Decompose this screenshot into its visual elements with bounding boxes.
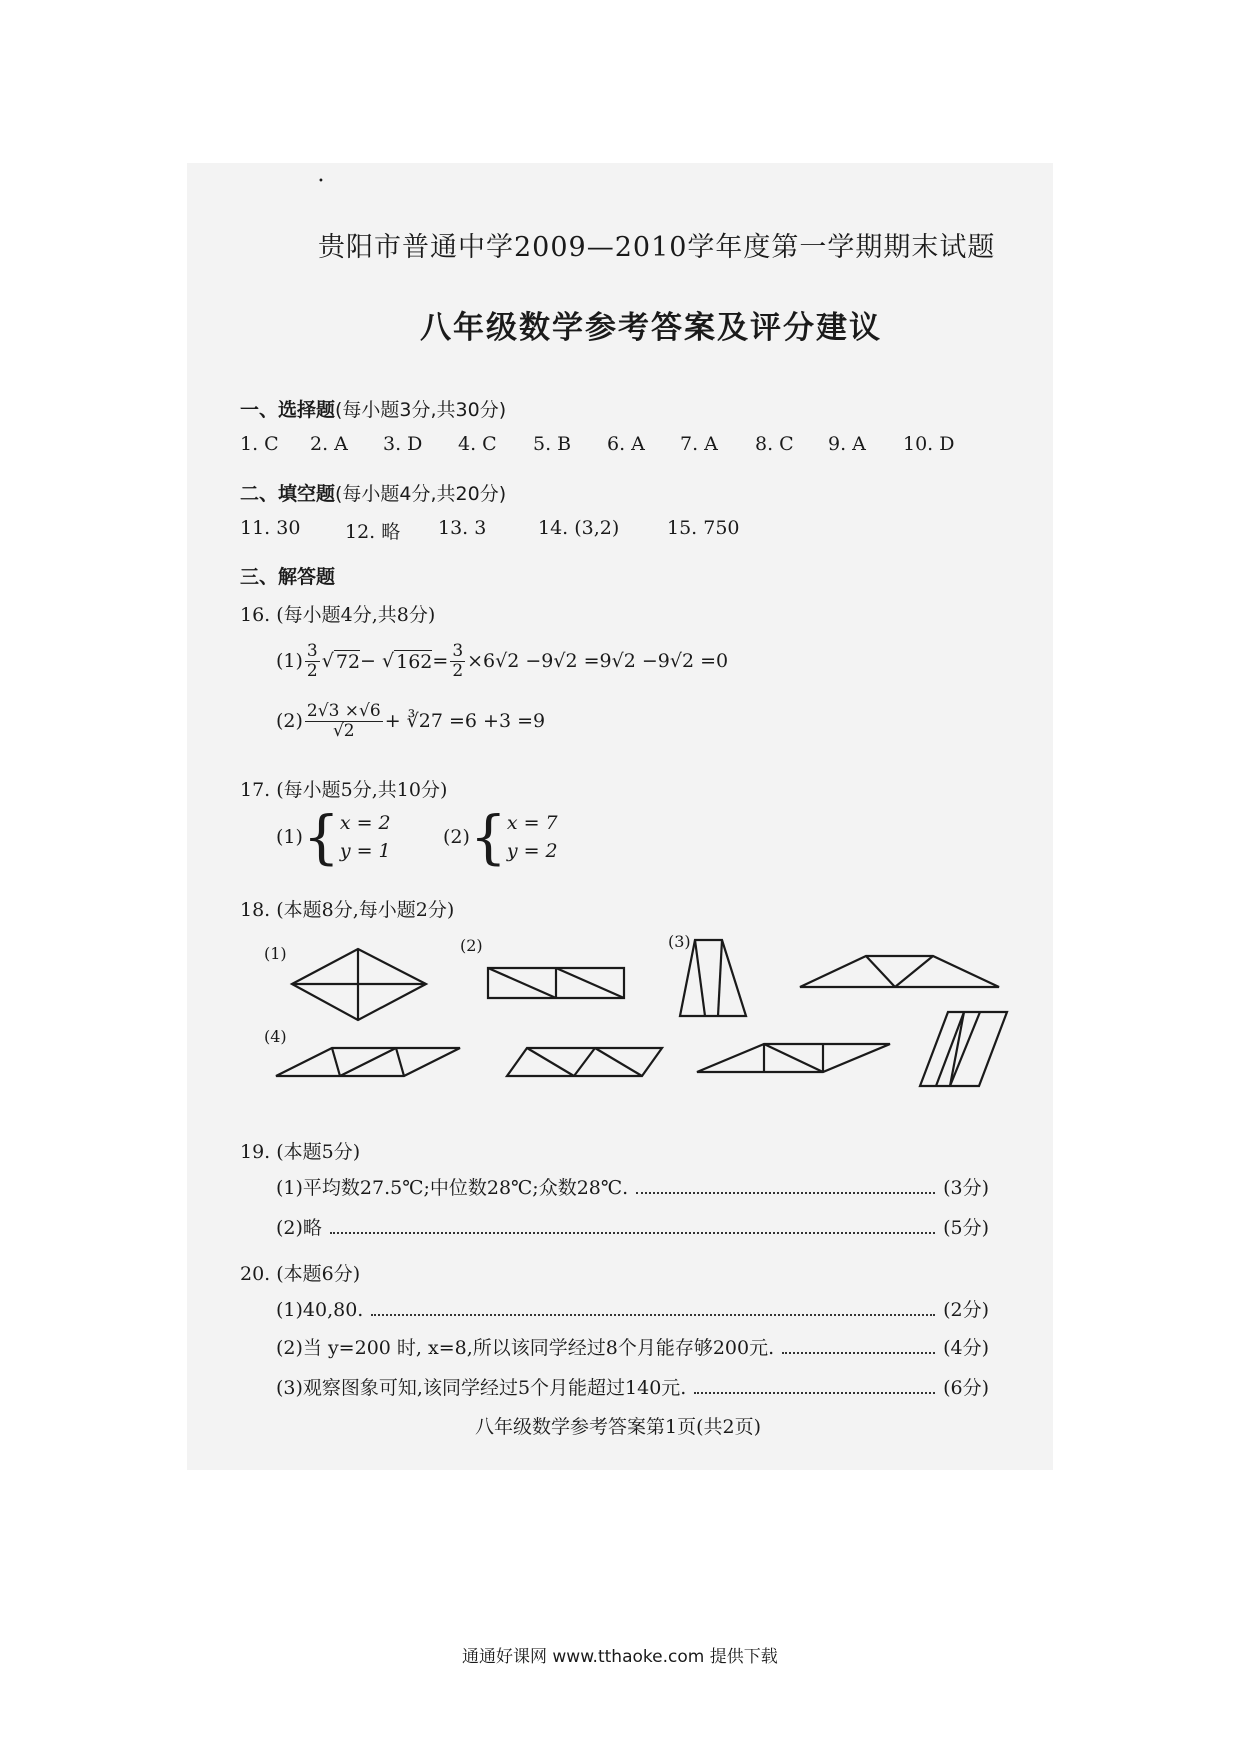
fig-label-1: (1) bbox=[264, 944, 287, 963]
page-footer: 八年级数学参考答案第1页(共2页) bbox=[475, 1416, 762, 1438]
fill-answer: 15. 750 bbox=[667, 517, 740, 539]
score: (2分) bbox=[943, 1299, 989, 1321]
equals: = bbox=[432, 650, 449, 673]
fig-label-2: (2) bbox=[460, 936, 483, 955]
sqrt-symbol: √ bbox=[321, 650, 334, 673]
q16-part2-rest: + ∛27 =6 +3 =9 bbox=[384, 710, 546, 733]
exam-title: 贵阳市普通中学2009—2010学年度第一学期期末试题 bbox=[318, 232, 996, 263]
frac-den: √2 bbox=[332, 720, 355, 741]
section-fill-note: (每小题4分,共20分) bbox=[335, 483, 507, 505]
section-solve-heading: 三、解答题 bbox=[240, 566, 336, 588]
leader-dots bbox=[636, 1191, 935, 1194]
choice-answer: 10. D bbox=[903, 433, 955, 455]
fill-answer: 12. 略 bbox=[345, 521, 401, 543]
q16-part2-label: (2) bbox=[276, 710, 303, 733]
choice-answer: 8. C bbox=[755, 433, 794, 455]
answer-text: (1)平均数27.5℃;中位数28℃;众数28℃. bbox=[276, 1177, 629, 1199]
minus-sqrt: − √ bbox=[360, 650, 395, 673]
q20-line-1 bbox=[276, 1295, 989, 1322]
scan-speck: • bbox=[318, 176, 324, 187]
frac-num: 3 bbox=[306, 641, 318, 661]
fill-answer: 14. (3,2) bbox=[538, 517, 620, 539]
rhombus-figure bbox=[292, 949, 426, 1020]
q19-line-2 bbox=[276, 1213, 989, 1240]
leader-dots bbox=[330, 1231, 935, 1234]
frac-num: 2√3 ×√6 bbox=[306, 701, 381, 721]
answer-text: (2)当 y=200 时, x=8,所以该同学经过8个月能存够200元. bbox=[276, 1337, 775, 1359]
frac-den: 2 bbox=[306, 660, 318, 681]
q17-title: 17. (每小题5分,共10分) bbox=[240, 779, 448, 801]
eq-x: x = 7 bbox=[506, 811, 558, 834]
q16-part1-label: (1) bbox=[276, 650, 303, 673]
choice-answer: 5. B bbox=[533, 433, 572, 455]
wide-triangle-figure bbox=[800, 956, 999, 987]
choice-answer: 4. C bbox=[458, 433, 497, 455]
answer-text: (3)观察图象可知,该同学经过5个月能超过140元. bbox=[276, 1377, 687, 1399]
choice-answer: 2. A bbox=[310, 433, 348, 455]
parallelogram-figure-d bbox=[920, 1012, 1007, 1086]
answer-text: (2)略 bbox=[276, 1217, 322, 1239]
q20-line-3 bbox=[276, 1373, 989, 1400]
brace: { bbox=[302, 803, 340, 871]
choice-answer: 9. A bbox=[828, 433, 866, 455]
score: (4分) bbox=[943, 1337, 989, 1359]
q18-title: 18. (本题8分,每小题2分) bbox=[240, 899, 455, 921]
radicand: 162 bbox=[396, 650, 433, 673]
section-choice-label: 一、选择题 bbox=[240, 399, 336, 421]
leader-dots bbox=[694, 1391, 935, 1394]
q16-title: 16. (每小题4分,共8分) bbox=[240, 604, 436, 626]
score: (5分) bbox=[943, 1217, 989, 1239]
trapezoid-figure bbox=[680, 940, 746, 1016]
parallelogram-figure-b bbox=[507, 1048, 662, 1076]
eq-y: y = 2 bbox=[506, 840, 558, 862]
fill-answer: 11. 30 bbox=[240, 517, 301, 539]
eq-y: y = 1 bbox=[339, 840, 391, 862]
q16-part1-rest: ×6√2 −9√2 =9√2 −9√2 =0 bbox=[467, 650, 729, 673]
section-choice-note: (每小题3分,共30分) bbox=[335, 399, 507, 421]
radicand: 72 bbox=[335, 650, 361, 673]
fig-label-4: (4) bbox=[264, 1027, 287, 1046]
q19-line-1 bbox=[276, 1173, 989, 1200]
q20-title: 20. (本题6分) bbox=[240, 1263, 361, 1285]
leader-dots bbox=[371, 1313, 935, 1316]
score: (3分) bbox=[943, 1177, 989, 1199]
frac-den: 2 bbox=[452, 660, 464, 681]
rectangle-figure bbox=[488, 968, 624, 998]
answer-text: (1)40,80. bbox=[276, 1299, 364, 1321]
choice-answer: 6. A bbox=[607, 433, 645, 455]
web-footer: 通通好课网 www.tthaoke.com 提供下载 bbox=[462, 1647, 778, 1667]
parallelogram-figure-c bbox=[697, 1044, 890, 1072]
choice-answer: 1. C bbox=[240, 433, 279, 455]
q19-title: 19. (本题5分) bbox=[240, 1141, 361, 1163]
leader-dots bbox=[782, 1351, 935, 1354]
eq-x: x = 2 bbox=[339, 811, 391, 834]
q17-part2-label: (2) bbox=[443, 826, 470, 848]
choice-answer: 3. D bbox=[383, 433, 423, 455]
q20-line-2 bbox=[276, 1333, 989, 1360]
fill-answer: 13. 3 bbox=[438, 517, 487, 539]
frac-num: 3 bbox=[452, 641, 464, 661]
choice-answer: 7. A bbox=[680, 433, 718, 455]
parallelogram-figure-a bbox=[276, 1048, 460, 1076]
answer-key-title: 八年级数学参考答案及评分建议 bbox=[420, 310, 882, 346]
q17-part1-label: (1) bbox=[276, 826, 303, 848]
score: (6分) bbox=[943, 1377, 989, 1399]
brace: { bbox=[469, 803, 507, 871]
section-fill-label: 二、填空题 bbox=[240, 483, 336, 505]
fig-label-3: (3) bbox=[668, 932, 691, 951]
